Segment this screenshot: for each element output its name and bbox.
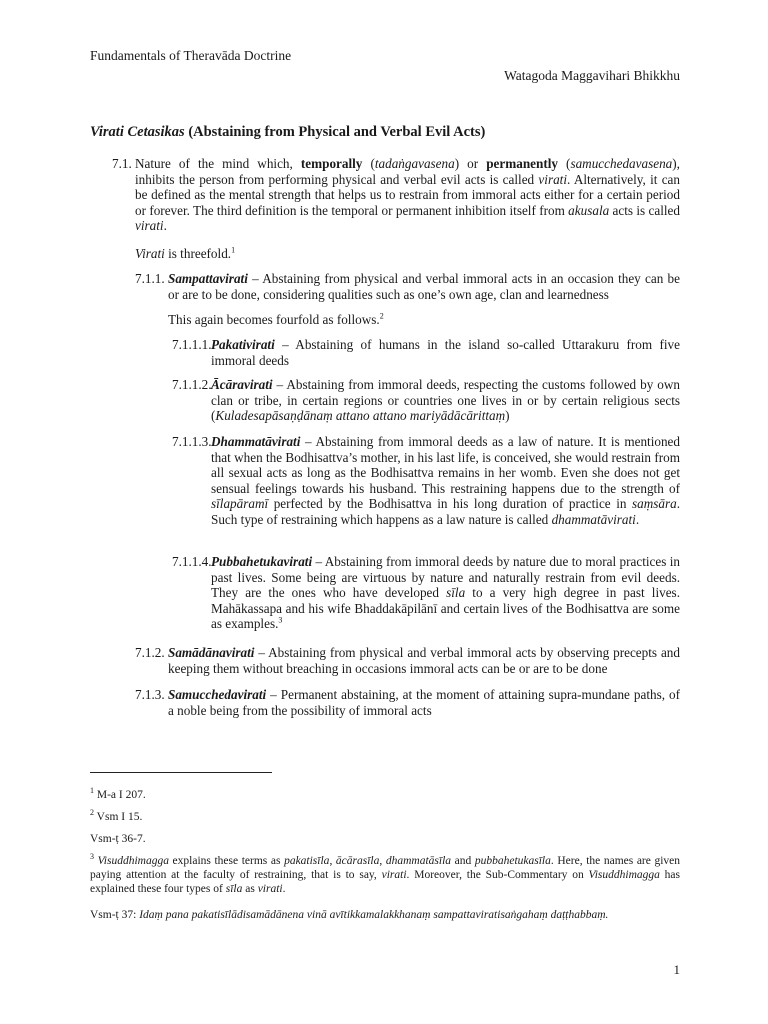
paragraph-7-1-1-3: Dhammatāvirati – Abstaining from immoral deeds as a law of nature. It is mentioned that when the Bodhisattva’s mother, in his last life, is conceived, she would restrain from all sexual acts as long as the Bodhisattva remains in her womb. Even she does not get sensual feelings towards his husband. This restraining happens due to the strength of sīlapāramī perfected by the Bodhisattva in his long duration of practice in saṃsāra. Such type of restraining which happens as a law nature is called dhammatāvirati. — [211, 434, 680, 527]
footnote-ref-1: 1 — [231, 245, 236, 255]
paragraph-7-1-2: Samādānavirati – Abstaining from physical and verbal immoral acts by observing precepts and keeping them without breaching in occasions immoral acts can be or are to be done — [168, 645, 680, 676]
paragraph-7-1-1-4: Pubbahetukavirati – Abstaining from immoral deeds by nature due to moral practices in past lives. Some being are virtuous by nature and naturally restrain from evil deeds. They are the ones who have developed sīla to a very high degree in past lives. Mahākassapa and his wife Bhaddakāpilānī and certain lives of the Bodhisattva are some as examples.$^3$ — [211, 554, 680, 632]
section-number-7-1-3: 7.1.3. — [135, 687, 165, 702]
section-number-7-1: 7.1. — [112, 156, 132, 171]
paragraph-7-1-1-2: Ācāravirati – Abstaining from immoral deeds, respecting the customs followed by own clan or tribe, in certain regions or countries one lives in or by certain religious sects (Kuladesapāsaṇḍānaṃ attano attano mariyādācārittaṃ) — [211, 377, 680, 424]
running-header-title: Fundamentals of Theravāda Doctrine — [90, 48, 292, 63]
threefold-line: Virati is threefold.$^1$ — [135, 245, 236, 261]
footnote-1: $^1$ M-a I 207. — [90, 786, 146, 801]
footnote-3: $^3$ Visuddhimagga explains these terms as pakatisīla, ācārasīla, dhammatāsīla and pubbahetukasīla. Here, the names are given paying attention at the faculty of restraining, that is to say, virati. Moreover, the Sub-Commentary on Visuddhimagga has explained these four types of sīla as virati. — [90, 852, 681, 895]
section-number-7-1-1-1: 7.1.1.1. — [172, 337, 212, 352]
fourfold-line: This again becomes fourfold as follows.$^2$ — [168, 311, 384, 327]
section-number-7-1-2: 7.1.2. — [135, 645, 165, 660]
footnote-separator — [90, 772, 272, 773]
footnote-ref-3: 3 — [278, 615, 283, 625]
paragraph-7-1-1: Sampattavirati – Abstaining from physical and verbal immoral acts in an occasion they can be or are to be done, considering qualities such as one’s own age, clan and learnedness — [168, 271, 680, 302]
section-title: Virati Cetasikas (Abstaining from Physical and Verbal Evil Acts) — [90, 124, 486, 140]
section-number-7-1-1-4: 7.1.1.4. — [172, 554, 212, 569]
section-number-7-1-1: 7.1.1. — [135, 271, 165, 286]
paragraph-7-1-3: Samucchedavirati – Permanent abstaining, at the moment of attaining supra-mundane paths, of a noble being from the possibility of immoral acts — [168, 687, 680, 718]
paragraph-7-1-1-1: Pakativirati – Abstaining of humans in the island so-called Uttarakuru from five immoral deeds — [211, 337, 680, 368]
paragraph-7-1: Nature of the mind which, temporally (tadaṅgavasena) or permanently (samucchedavasena), inhibits the person from performing physical and verbal evil acts is called virati. Alternatively, it can be defined as the mental strength that helps us to restrain from immoral acts either for a certain period or forever. The third definition is the temporal or permanent inhibition itself from akusala acts is called virati. — [135, 156, 680, 234]
section-number-7-1-1-2: 7.1.1.2. — [172, 377, 212, 392]
footnote-ref-2: 2 — [379, 311, 384, 321]
footnote-3-continued: Vsm-ṭ 37: Idaṃ pana pakatisīlādisamādānena vinā avītikkamalakkhanaṃ sampattaviratisaṅgahaṃ daṭṭhabbaṃ. — [90, 909, 609, 921]
footnote-2-continued: Vsm-ṭ 36-7. — [90, 833, 146, 845]
footnote-2: $^2$ Vsm I 15. — [90, 808, 143, 823]
running-header-author: Watagoda Maggavihari Bhikkhu — [504, 68, 680, 83]
section-number-7-1-1-3: 7.1.1.3. — [172, 434, 212, 449]
page-number: 1 — [673, 962, 680, 977]
